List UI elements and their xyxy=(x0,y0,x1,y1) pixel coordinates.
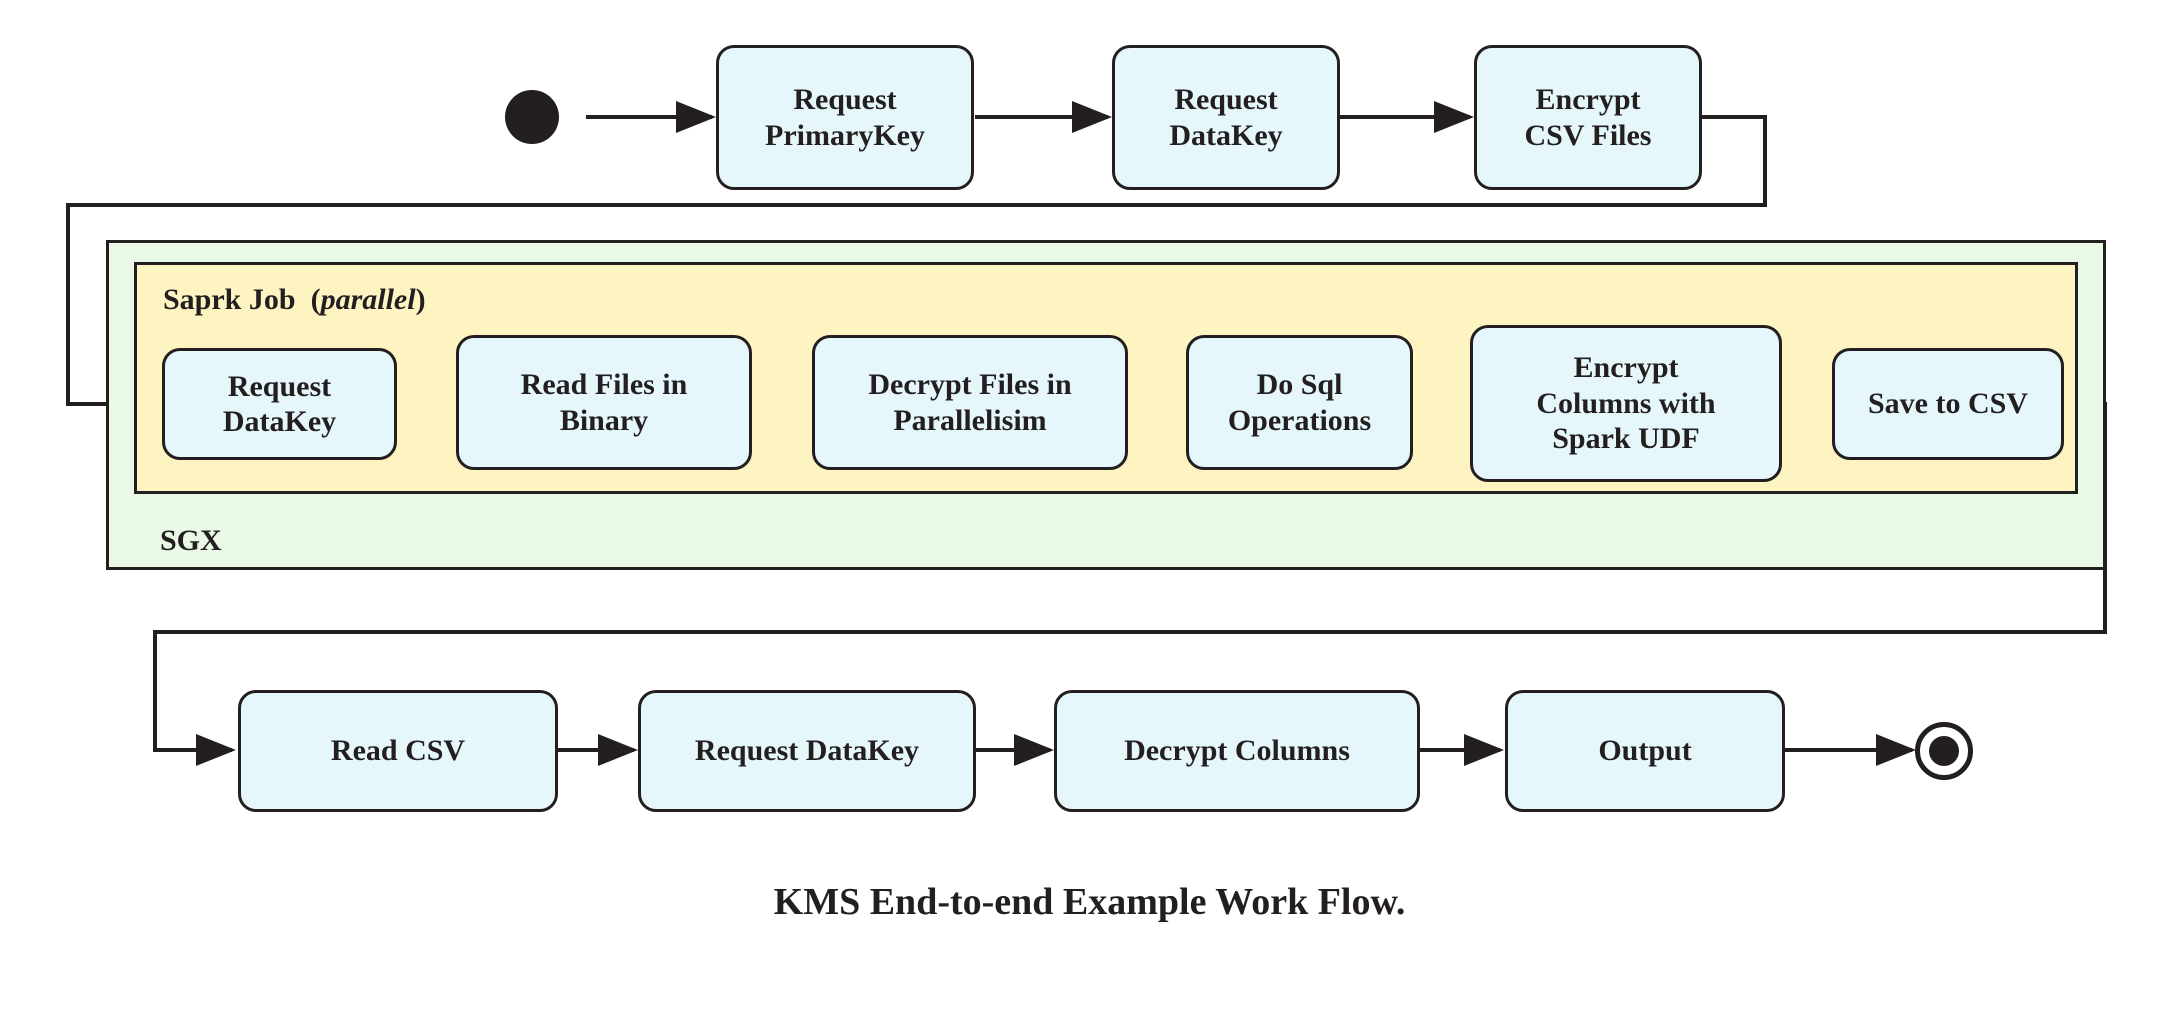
node-decrypt-columns xyxy=(1054,690,1420,812)
end-node-core xyxy=(1929,736,1959,766)
node-line-1: Decrypt Files in xyxy=(868,368,1072,402)
node-line-1: Read CSV xyxy=(330,734,466,768)
node-line-1: Save to CSV xyxy=(1867,387,2028,421)
node-line-1: Read Files in xyxy=(520,368,688,402)
node-encrypt-columns-with-spark-udf xyxy=(1470,325,1782,482)
node-line-2: DataKey xyxy=(222,405,337,438)
node-request-primarykey xyxy=(716,45,974,190)
node-output xyxy=(1505,690,1785,812)
paren-close: ) xyxy=(415,283,426,316)
group-spark-job-label-text: Saprk Job xyxy=(163,283,296,316)
node-request-datakey-top xyxy=(1112,45,1340,190)
node-line-1: Request xyxy=(227,369,332,403)
node-line-1: Request xyxy=(793,83,897,117)
node-line-1: Encrypt xyxy=(1573,351,1679,385)
node-line-2: Parallelisim xyxy=(893,403,1047,437)
group-spark-job-label xyxy=(163,283,426,317)
node-line-1: Request DataKey xyxy=(694,734,920,768)
node-line-2: Operations xyxy=(1227,403,1372,437)
paren-open: ( xyxy=(310,283,321,316)
node-line-2: PrimaryKey xyxy=(765,118,925,152)
node-line-1: Do Sql xyxy=(1256,368,1343,402)
node-line-2: Binary xyxy=(559,403,649,437)
node-save-to-csv xyxy=(1832,348,2064,460)
node-line-1: Decrypt Columns xyxy=(1124,734,1350,768)
node-line-2: CSV Files xyxy=(1524,118,1652,152)
node-line-1: Request xyxy=(1174,83,1278,117)
node-line-1: Output xyxy=(1598,734,1692,768)
node-line-1: Encrypt xyxy=(1535,83,1641,117)
node-read-files-in-binary xyxy=(456,335,752,470)
node-read-csv xyxy=(238,690,558,812)
node-do-sql-operations xyxy=(1186,335,1413,470)
group-spark-job-label-mode: parallel xyxy=(320,283,416,316)
end-node xyxy=(1915,722,1973,780)
start-node xyxy=(505,90,559,144)
node-line-2: DataKey xyxy=(1169,118,1283,152)
group-sgx-label: SGX xyxy=(160,524,222,557)
node-decrypt-files-in-parallelisim xyxy=(812,335,1128,470)
node-encrypt-csv-files xyxy=(1474,45,1702,190)
node-line-3: Spark UDF xyxy=(1552,422,1700,456)
node-request-datakey-bottom xyxy=(638,690,976,812)
node-line-2: Columns with xyxy=(1536,386,1716,420)
node-request-datakey-spark xyxy=(162,348,397,460)
figure-caption: KMS End-to-end Example Work Flow. xyxy=(773,881,1406,923)
